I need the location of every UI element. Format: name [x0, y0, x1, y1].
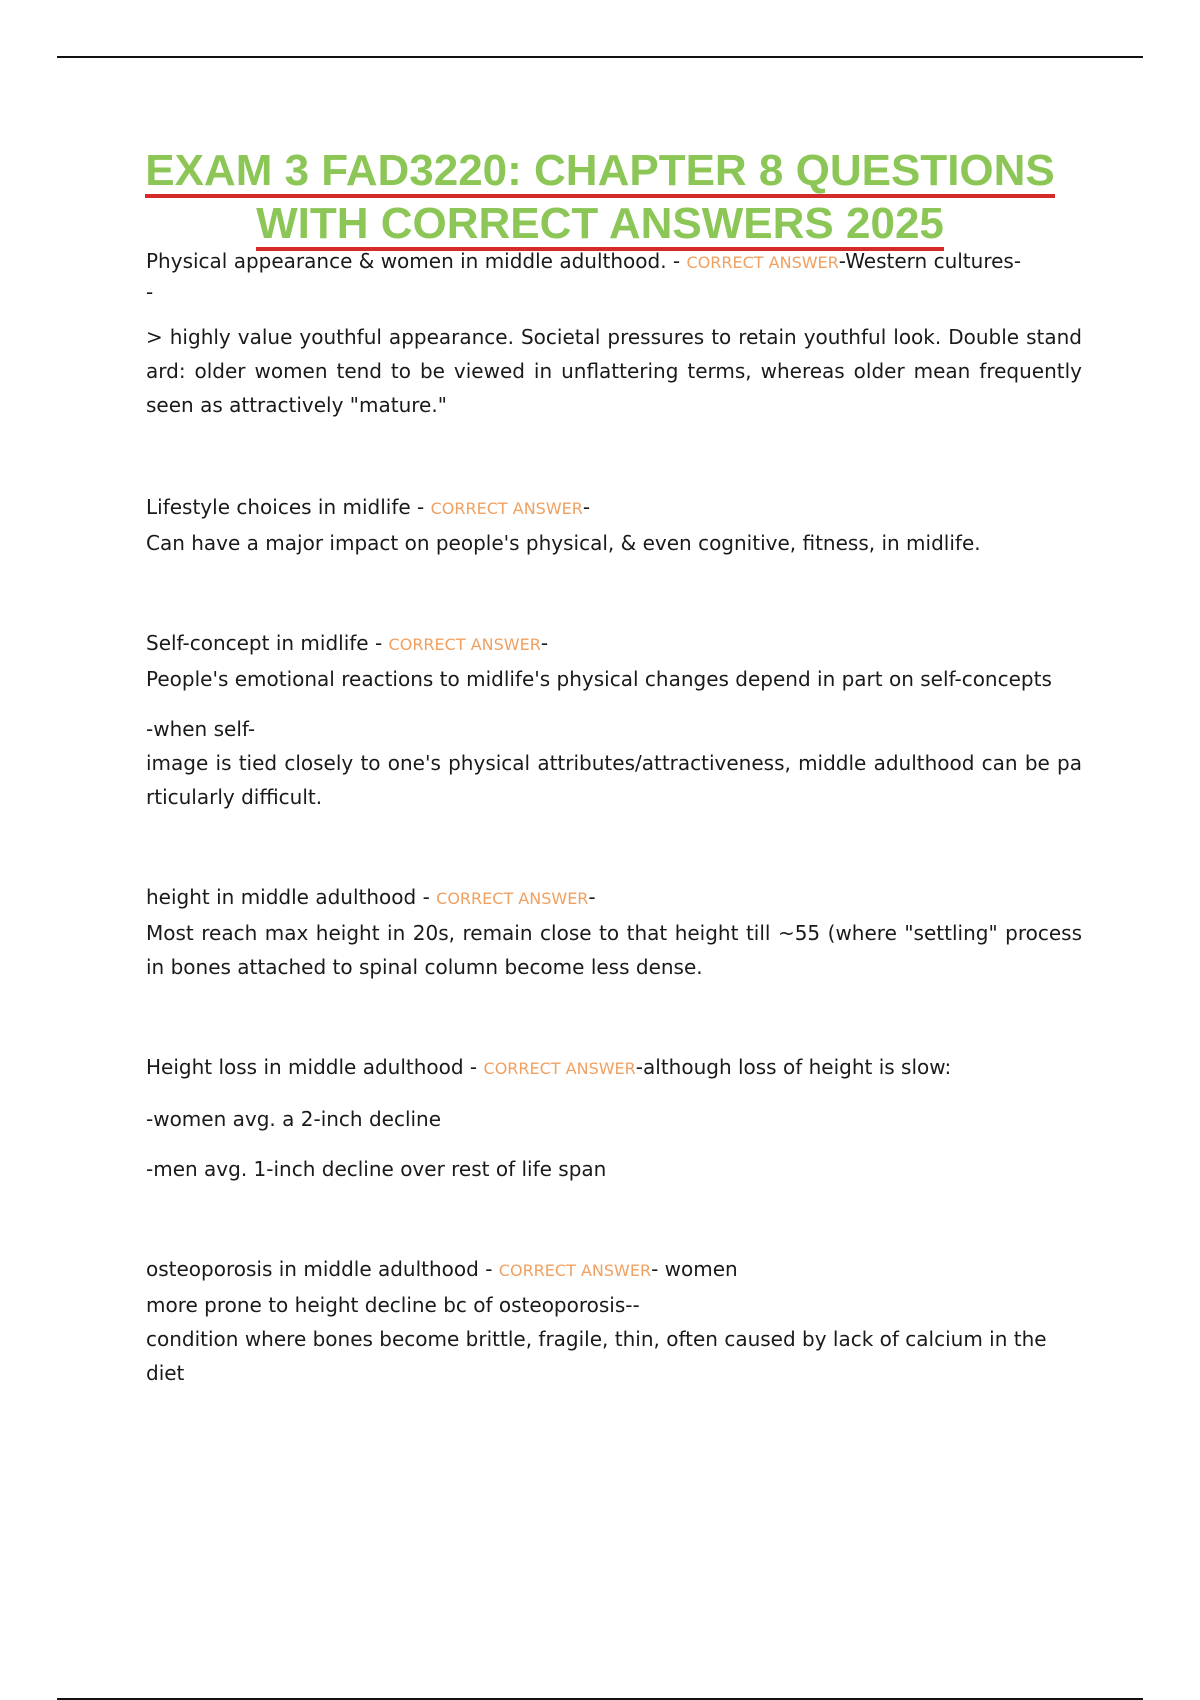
document-title — [100, 145, 1100, 251]
answer-dash: - — [146, 280, 154, 304]
answer-text: although loss of height is slow: — [643, 1055, 952, 1079]
answer-text: Can have a major impact on people's physical, & even cognitive, fitness, in midlife. — [146, 531, 981, 555]
title-line-2: WITH CORRECT ANSWERS 2025 — [256, 201, 944, 251]
qa-item — [146, 880, 1082, 984]
top-rule — [57, 56, 1143, 58]
title-line-1: EXAM 3 FAD3220: CHAPTER 8 QUESTIONS — [145, 148, 1055, 198]
question-text: Height loss in middle adulthood — [146, 1055, 464, 1079]
answer-text: Western cultures- — [845, 249, 1022, 273]
qa-question-line: Lifestyle choices in midlife - CORRECT ANSWER- — [146, 495, 591, 519]
question-text: Lifestyle choices in midlife — [146, 495, 411, 519]
answer-text: -men avg. 1-inch decline over rest of life span — [146, 1157, 607, 1181]
answer-text: more prone to height decline bc of osteoporosis-- — [146, 1293, 640, 1317]
question-text: Physical appearance & women in middle adulthood. — [146, 249, 667, 273]
answer-text: -women avg. a 2-inch decline — [146, 1107, 442, 1131]
answer-text: condition where bones become brittle, fragile, thin, often caused by lack of calcium in the diet — [146, 1327, 1047, 1385]
qa-question-line: Height loss in middle adulthood - CORRECT ANSWER-although loss of height is slow: — [146, 1055, 952, 1079]
question-text: osteoporosis in middle adulthood — [146, 1257, 479, 1281]
correct-answer-tag: CORRECT ANSWER — [483, 1059, 636, 1078]
correct-answer-tag: CORRECT ANSWER — [498, 1261, 652, 1280]
qa-question-line: Self-concept in midlife - CORRECT ANSWER- — [146, 631, 549, 655]
question-text: height in middle adulthood — [146, 885, 417, 909]
qa-item — [146, 626, 1082, 814]
answer-text: Most reach max height in 20s, remain close to that height till ~55 (where "settling" process in bones attached to spinal column become less dense. — [146, 921, 1082, 979]
qa-question-line: Physical appearance & women in middle adulthood. - CORRECT ANSWER-Western cultures- — [146, 249, 1022, 273]
answer-text: image is tied closely to one's physical attributes/attractiveness, middle adulthood can be pa rticularly difficult. — [146, 751, 1082, 809]
correct-answer-tag: CORRECT ANSWER — [436, 889, 589, 908]
qa-item — [146, 490, 1082, 560]
correct-answer-tag: CORRECT ANSWER — [430, 499, 583, 518]
qa-content — [146, 244, 1082, 1390]
qa-item — [146, 1252, 1082, 1390]
qa-question-line: height in middle adulthood - CORRECT ANSWER- — [146, 885, 596, 909]
qa-item — [146, 1050, 1082, 1186]
qa-item — [146, 244, 1082, 422]
correct-answer-tag: CORRECT ANSWER — [686, 253, 839, 272]
correct-answer-tag: CORRECT ANSWER — [388, 635, 541, 654]
answer-text: women — [658, 1257, 738, 1281]
question-text: Self-concept in midlife — [146, 631, 369, 655]
qa-question-line: osteoporosis in middle adulthood - CORRECT ANSWER- women — [146, 1257, 738, 1281]
answer-text: > highly value youthful appearance. Societal pressures to retain youthful look. Double stand ard: older women tend to be viewed in unflattering terms, whereas older mean frequently seen as attractively "mature." — [146, 325, 1082, 417]
answer-text: -when self- — [146, 717, 256, 741]
answer-text: People's emotional reactions to midlife's physical changes depend in part on self-concepts — [146, 667, 1052, 691]
